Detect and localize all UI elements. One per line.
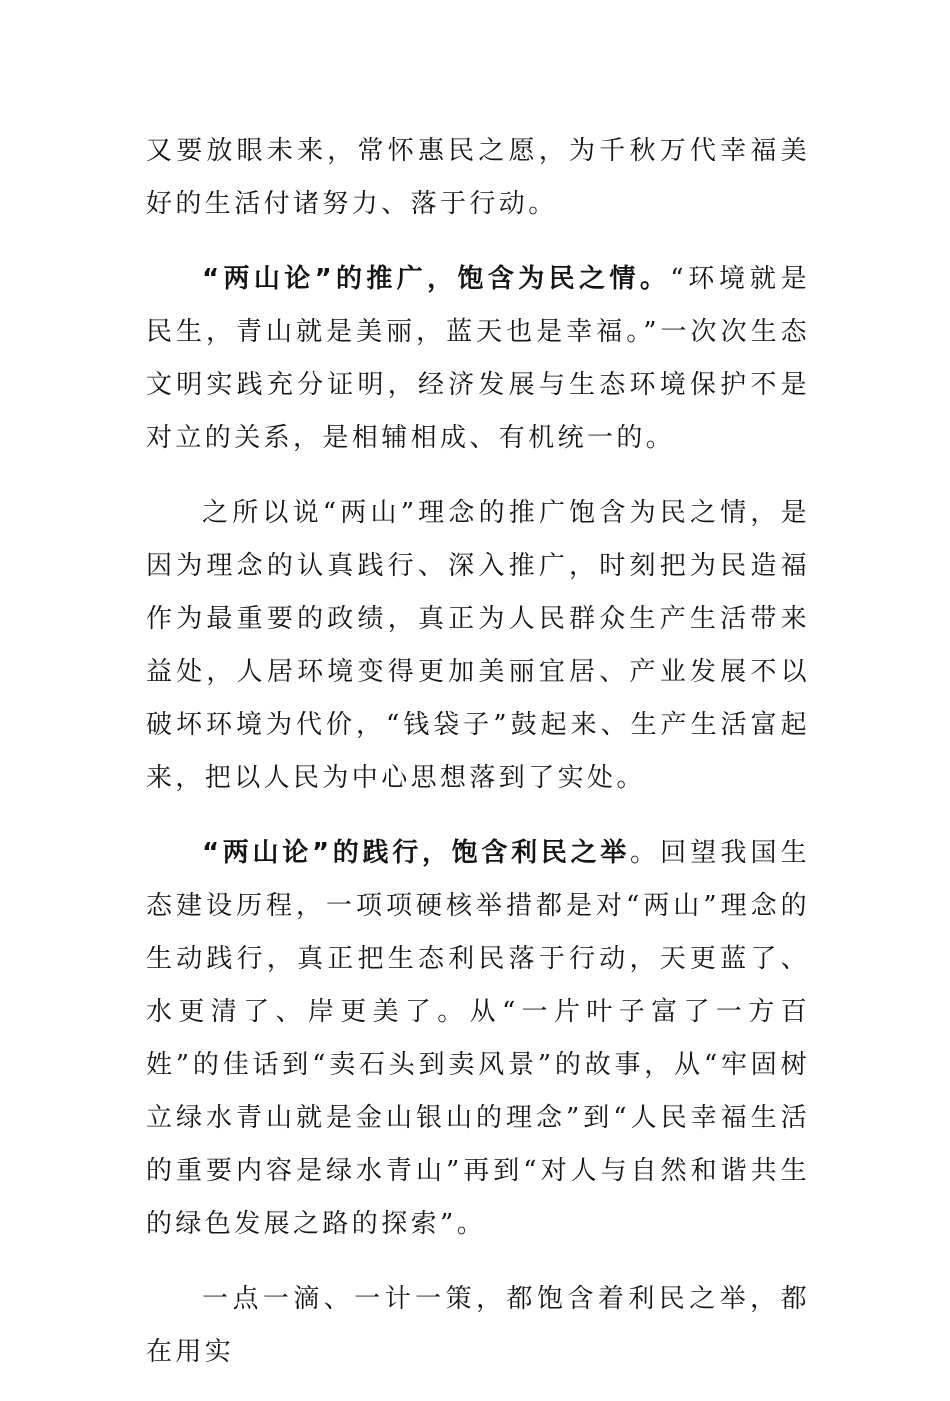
paragraph-continued	[146, 125, 810, 231]
paragraph-heading: “两山论”的践行，饱含利民之举	[202, 838, 630, 868]
paragraph-text: 一点一滴、一计一策，都饱含着利民之举，都在用实	[146, 1284, 810, 1367]
paragraph-closing	[146, 1273, 810, 1379]
paragraph-text: 。回望我国生态建设历程，一项项硬核举措都是对“两山”理念的生动践行，真正把生态利民落于行动，天更蓝了、水更清了、岸更美了。从“一片叶子富了一方百姓”的佳话到“卖石头到卖风景”的故事，从“牢固树立绿水青山就是金山银山的理念”到“人民幸福生活的重要内容是绿水青山”再到“对人与自然和谐共生的绿色发展之路的探索”。	[146, 838, 810, 1239]
paragraph-reason	[146, 487, 810, 805]
paragraph-promotion	[146, 253, 810, 465]
paragraph-heading: “两山论”的推广，饱含为民之情。	[202, 264, 671, 294]
paragraph-text: “环境就是民生，青山就是美丽，蓝天也是幸福。”一次次生态文明实践充分证明，经济发展与生态环境保护不是对立的关系，是相辅相成、有机统一的。	[146, 264, 810, 453]
paragraph-text: 之所以说“两山”理念的推广饱含为民之情，是因为理念的认真践行、深入推广，时刻把为民造福作为最重要的政绩，真正为人民群众生产生活带来益处，人居环境变得更加美丽宜居、产业发展不以破坏环境为代价，“钱袋子”鼓起来、生产生活富起来，把以人民为中心思想落到了实处。	[146, 498, 810, 793]
paragraph-practice	[146, 827, 810, 1251]
paragraph-text: 又要放眼未来，常怀惠民之愿，为千秋万代幸福美好的生活付诸努力、落于行动。	[146, 136, 810, 219]
document-body	[146, 125, 810, 1401]
